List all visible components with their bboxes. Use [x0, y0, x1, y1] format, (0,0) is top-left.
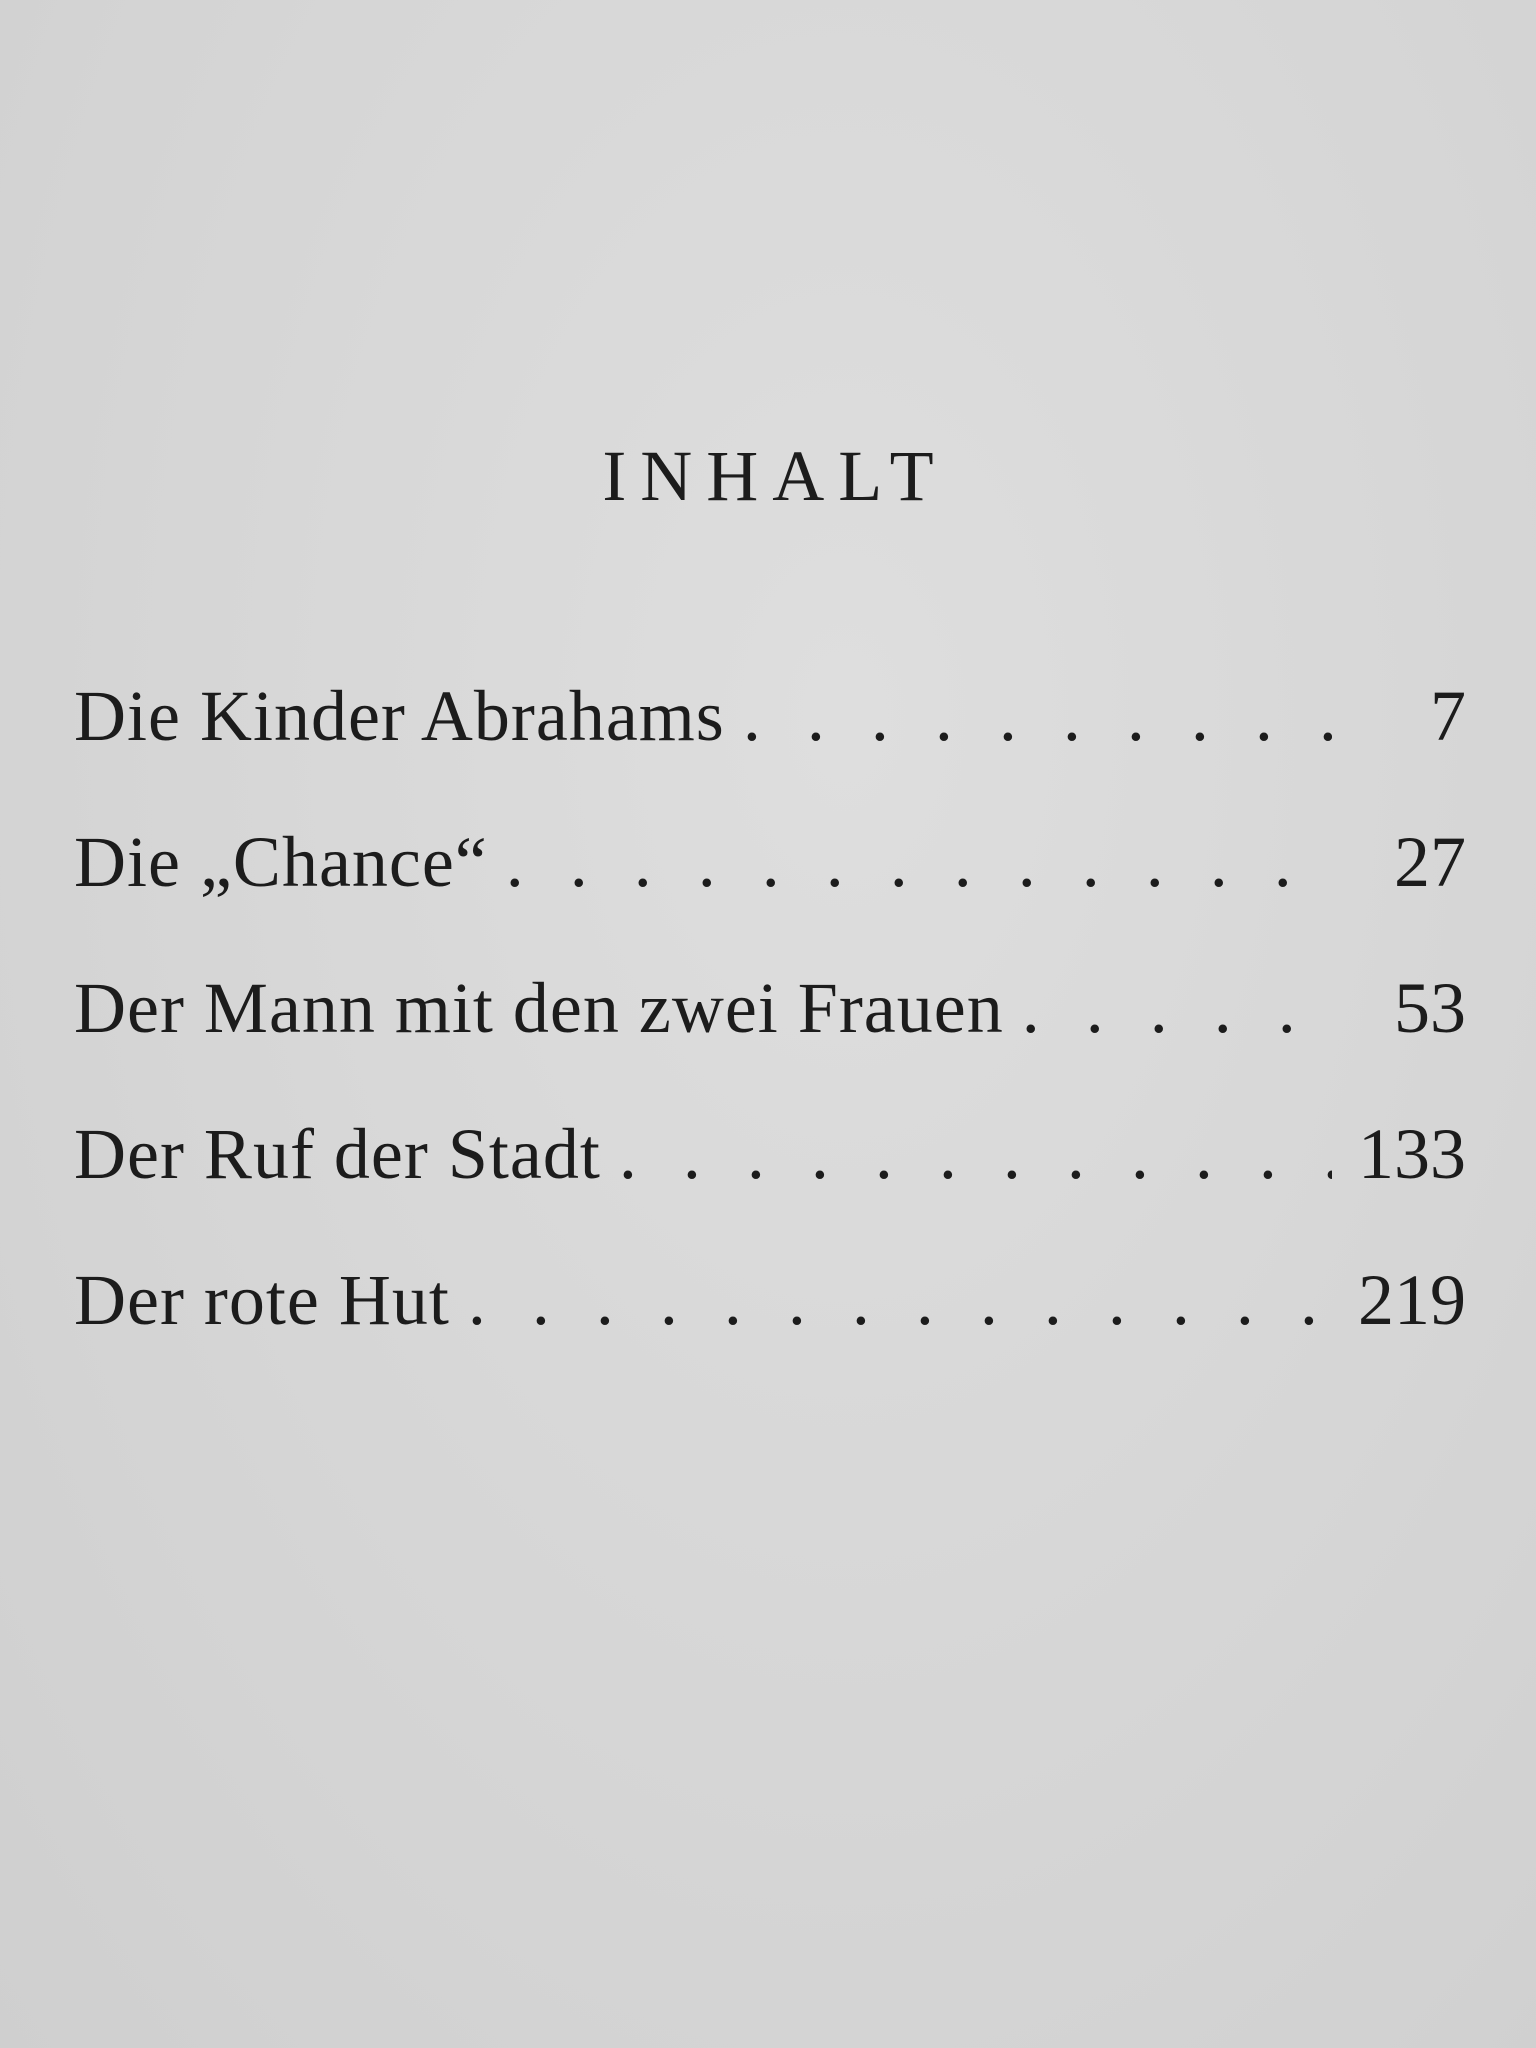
toc-entry-title: Die „Chance“ — [74, 822, 488, 902]
toc-entry-title: Der rote Hut — [74, 1260, 450, 1340]
toc-entry-page: 133 — [1358, 1114, 1466, 1194]
dot-leader — [1022, 972, 1332, 1044]
toc-entry-title: Der Mann mit den zwei Frauen — [74, 968, 1004, 1048]
table-of-contents — [74, 676, 1466, 1410]
dot-leader — [468, 1264, 1332, 1336]
toc-entry — [74, 1260, 1466, 1410]
toc-entry — [74, 822, 1466, 972]
toc-entry-page: 7 — [1430, 676, 1466, 756]
dot-leader — [743, 680, 1332, 752]
dot-leader — [619, 1118, 1332, 1190]
dot-leader — [506, 826, 1332, 898]
toc-entry — [74, 1114, 1466, 1264]
toc-entry — [74, 676, 1466, 826]
toc-entry-page: 219 — [1358, 1260, 1466, 1340]
page-title: INHALT — [602, 436, 948, 516]
toc-entry-page: 27 — [1394, 822, 1466, 902]
toc-entry-title: Die Kinder Abrahams — [74, 676, 725, 756]
toc-entry-page: 53 — [1394, 968, 1466, 1048]
toc-entry-title: Der Ruf der Stadt — [74, 1114, 601, 1194]
toc-entry — [74, 968, 1466, 1118]
